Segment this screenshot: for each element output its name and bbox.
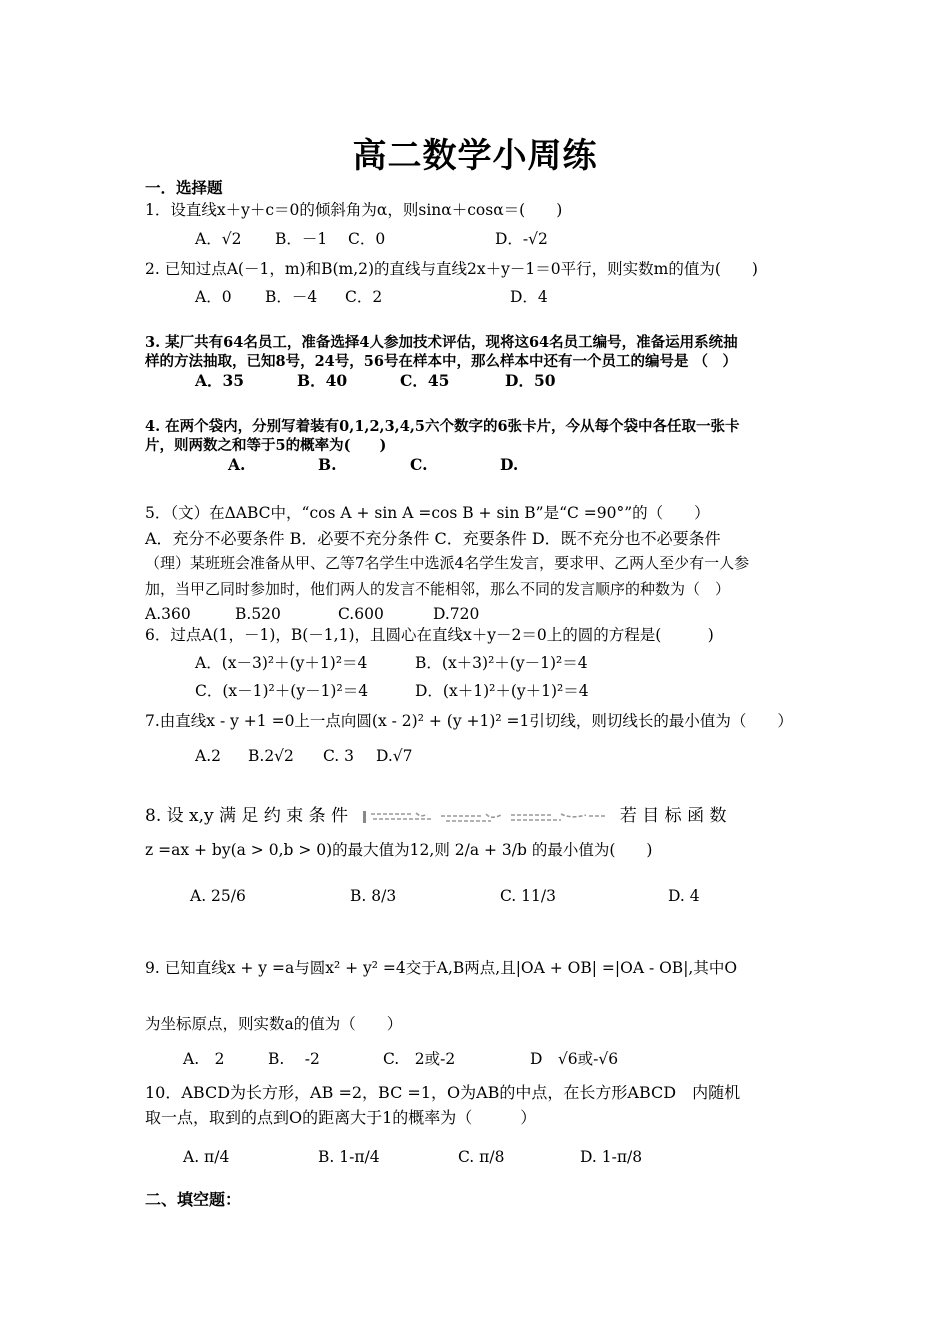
q8-stem-pre: 8. 设 x,y 满 足 约 束 条 件 bbox=[145, 806, 349, 826]
q1-option-a: A．√2 bbox=[195, 230, 242, 248]
q2-option-b: B．－4 bbox=[265, 288, 318, 306]
q5-stem: 5．（文）在ΔABC中，“cos A + sin A =cos B + sin B”是“C =90°”的（ ） bbox=[145, 504, 710, 522]
q5-li-line1: （理）某班班会准备从甲、乙等7名学生中选派4名学生发言，要求甲、乙两人至少有一人参 bbox=[145, 554, 750, 572]
section-2-heading: 二、填空题： bbox=[145, 1190, 242, 1209]
q8-option-d: D. 4 bbox=[668, 887, 700, 905]
q10-option-d: D. 1-π/8 bbox=[580, 1148, 643, 1166]
q1-option-b: B．－1 bbox=[275, 230, 328, 248]
q9-option-b: B. -2 bbox=[268, 1050, 320, 1068]
q2-option-a: A．0 bbox=[195, 288, 232, 306]
q5-option-c: C.600 bbox=[338, 605, 384, 623]
q8-stem-line1 bbox=[145, 806, 726, 826]
q2-stem: 2. 已知过点A(－1，m)和B(m,2)的直线与直线2x＋y－1＝0平行，则实数m的值为( ) bbox=[145, 260, 758, 278]
q1-option-c: C．0 bbox=[348, 230, 386, 248]
q6-option-c: C．(x－1)²＋(y－1)²＝4 bbox=[195, 682, 369, 700]
q1-option-d: D．-√2 bbox=[495, 230, 548, 248]
q4-option-b: B. bbox=[318, 455, 337, 474]
q8-option-b: B. 8/3 bbox=[350, 887, 397, 905]
q6-option-b: B．(x＋3)²＋(y－1)²＝4 bbox=[415, 654, 588, 672]
q10-stem-line1: 10．ABCD为长方形，AB =2，BC =1，O为AB的中点，在长方形ABCD 内随机 bbox=[145, 1083, 741, 1102]
q4-option-a: A. bbox=[228, 455, 246, 474]
q7-option-d: D.√7 bbox=[376, 747, 413, 765]
q1-stem: 1．设直线x＋y＋c＝0的倾斜角为α，则sinα＋cosα＝( ) bbox=[145, 201, 563, 219]
q5-li-line2: 加，当甲乙同时参加时，他们两人的发言不能相邻，那么不同的发言顺序的种数为（ ） bbox=[145, 580, 731, 598]
q9-stem: 9. 已知直线x + y =a与圆x² + y² =4交于A,B两点,且|OA + OB| =|OA - OB|,其中O bbox=[145, 959, 738, 977]
q7-stem: 7.由直线x - y +1 =0上一点向圆(x - 2)² + (y +1)² =1引切线，则切线长的最小值为（ ） bbox=[145, 712, 793, 730]
q4-option-d: D. bbox=[500, 455, 519, 474]
constraint-system-image bbox=[361, 810, 606, 824]
q3-stem-line1: 3. 某厂共有64名员工，准备选择4人参加技术评估，现将这64名员工编号，准备运用系统抽 bbox=[145, 334, 738, 351]
q3-option-a: A．35 bbox=[195, 371, 245, 390]
q7-option-b: B.2√2 bbox=[248, 747, 294, 765]
q5-option-a: A.360 bbox=[145, 605, 191, 623]
section-1-heading: 一．选择题 bbox=[145, 178, 223, 197]
q9-stem-line2: 为坐标原点，则实数a的值为（ ） bbox=[145, 1015, 403, 1033]
page-title: 高二数学小周练 bbox=[352, 136, 598, 176]
q8-option-c: C. 11/3 bbox=[500, 887, 556, 905]
q10-stem-line2: 取一点，取到的点到O的距离大于1的概率为（ ） bbox=[145, 1108, 537, 1127]
q3-option-b: B．40 bbox=[297, 371, 348, 390]
q6-stem: 6．过点A(1，－1)，B(－1,1)，且圆心在直线x＋y－2＝0上的圆的方程是( ) bbox=[145, 626, 714, 644]
q4-stem-line2: 片，则两数之和等于5的概率为( ) bbox=[145, 437, 387, 454]
q2-option-c: C．2 bbox=[345, 288, 383, 306]
q5-options: A．充分不必要条件 B．必要不充分条件 C．充要条件 D．既不充分也不必要条件 bbox=[145, 529, 721, 548]
q2-option-d: D．4 bbox=[510, 288, 548, 306]
q9-option-c: C. 2或-2 bbox=[383, 1050, 456, 1068]
q8-stem-line2: z =ax + by(a > 0,b > 0)的最大值为12,则 2/a + 3/b 的最小值为( ) bbox=[145, 841, 653, 859]
q7-option-a: A.2 bbox=[195, 747, 221, 765]
q5-option-d: D.720 bbox=[433, 605, 480, 623]
q6-option-a: A．(x－3)²＋(y＋1)²＝4 bbox=[195, 654, 368, 672]
q7-option-c: C. 3 bbox=[323, 747, 355, 765]
q6-option-d: D．(x＋1)²＋(y＋1)²＝4 bbox=[415, 682, 589, 700]
q9-option-d: D √6或-√6 bbox=[530, 1050, 619, 1068]
q10-option-a: A. π/4 bbox=[183, 1148, 230, 1166]
q3-option-c: C．45 bbox=[400, 371, 450, 390]
q4-option-c: C. bbox=[410, 455, 428, 474]
q10-option-b: B. 1-π/4 bbox=[318, 1148, 380, 1166]
q10-option-c: C. π/8 bbox=[458, 1148, 505, 1166]
q4-stem-line1: 4. 在两个袋内，分别写着装有0,1,2,3,4,5六个数字的6张卡片，今从每个袋中各任取一张卡 bbox=[145, 418, 740, 435]
q8-option-a: A. 25/6 bbox=[190, 887, 246, 905]
q8-stem-post: 若 目 标 函 数 bbox=[619, 806, 727, 826]
q5-option-b: B.520 bbox=[235, 605, 281, 623]
q3-stem-line2: 样的方法抽取，已知8号，24号，56号在样本中，那么样本中还有一个员工的编号是 （ ） bbox=[145, 353, 737, 370]
q3-option-d: D．50 bbox=[505, 371, 556, 390]
q9-option-a: A. 2 bbox=[183, 1050, 225, 1068]
